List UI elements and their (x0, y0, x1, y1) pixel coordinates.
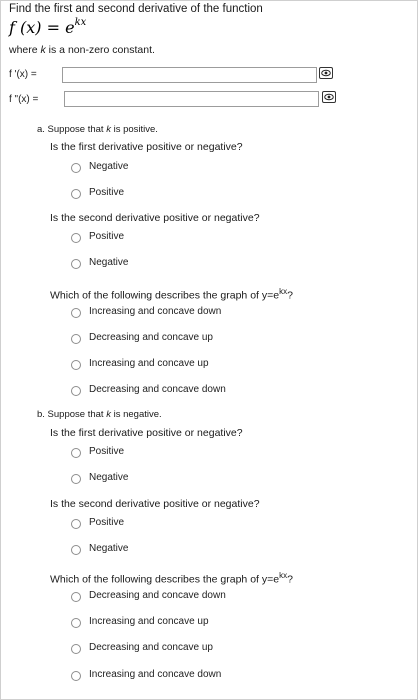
part-a-q1-option-label[interactable]: Positive (89, 187, 125, 198)
part-b-q3-option-label[interactable]: Decreasing and concave up (89, 642, 213, 653)
part-b-q1-option-label[interactable]: Negative (89, 472, 129, 483)
part-b-q3-option-radio[interactable] (71, 592, 81, 602)
constant-note-var: k (40, 44, 46, 56)
part-a-q3-exponent: kx (279, 287, 288, 296)
part-b-q1-text: Is the first derivative positive or negative? (50, 427, 243, 439)
function-formula (9, 18, 86, 37)
part-a-q2-option-label[interactable]: Negative (89, 257, 129, 268)
part-b-q3-option-radio[interactable] (71, 671, 81, 681)
part-b-q1-option-radio[interactable] (71, 474, 81, 484)
part-b-q1-option-label[interactable]: Positive (89, 446, 125, 457)
part-b-q1-option-radio[interactable] (71, 448, 81, 458)
part-a-suffix: is positive. (110, 124, 158, 135)
function-lhs: f (x) = e (9, 18, 75, 37)
part-b-q3-option-label[interactable]: Decreasing and concave down (89, 590, 226, 601)
second-derivative-input[interactable] (64, 91, 319, 107)
part-b-q3-suffix: ? (287, 573, 293, 586)
part-a-q1-option-radio[interactable] (71, 163, 81, 173)
part-b-heading (37, 409, 162, 420)
constant-note-prefix: where (9, 44, 41, 56)
part-a-q3-prefix: Which of the following describes the graph of y=e (50, 289, 280, 302)
second-preview-button[interactable] (322, 91, 336, 103)
function-exponent: kx (74, 16, 87, 28)
part-b-q3-option-radio[interactable] (71, 618, 81, 628)
eye-icon (324, 93, 334, 101)
part-b-q2-option-label[interactable]: Positive (89, 517, 125, 528)
part-b-q3-prefix: Which of the following describes the graph of y=e (50, 573, 280, 586)
part-a-var: k (106, 124, 111, 135)
part-a-q2-option-radio[interactable] (71, 259, 81, 269)
part-b-prefix: b. Suppose that (37, 409, 107, 420)
part-b-q2-text: Is the second derivative positive or negative? (50, 498, 260, 510)
part-a-heading (37, 124, 158, 135)
first-preview-button[interactable] (319, 67, 333, 79)
second-derivative-label: f "(x) = (9, 94, 39, 105)
first-derivative-input[interactable] (62, 67, 317, 83)
constant-note-suffix: is a non-zero constant. (45, 44, 155, 56)
part-a-q2-option-label[interactable]: Positive (89, 231, 125, 242)
part-a-prefix: a. Suppose that (37, 124, 107, 135)
part-a-q3-option-radio[interactable] (71, 308, 81, 318)
part-a-q3-text (50, 287, 293, 302)
part-a-q3-suffix: ? (287, 289, 293, 302)
part-a-q3-option-label[interactable]: Increasing and concave up (89, 358, 209, 369)
part-b-q3-option-label[interactable]: Increasing and concave down (89, 669, 222, 680)
part-a-q3-option-radio[interactable] (71, 334, 81, 344)
part-b-q3-exponent: kx (279, 571, 288, 580)
part-a-q2-option-radio[interactable] (71, 233, 81, 243)
part-b-suffix: is negative. (110, 409, 162, 420)
constant-note (9, 44, 155, 56)
part-a-q3-option-label[interactable]: Decreasing and concave down (89, 384, 226, 395)
part-a-q1-option-radio[interactable] (71, 189, 81, 199)
part-a-q1-text: Is the first derivative positive or negative? (50, 141, 243, 153)
first-derivative-label: f '(x) = (9, 69, 37, 80)
part-a-q3-option-label[interactable]: Increasing and concave down (89, 306, 222, 317)
part-b-q3-text (50, 571, 293, 586)
part-b-q2-option-radio[interactable] (71, 545, 81, 555)
part-b-q2-option-radio[interactable] (71, 519, 81, 529)
part-b-var: k (106, 409, 111, 420)
part-a-q3-option-label[interactable]: Decreasing and concave up (89, 332, 213, 343)
part-a-q3-option-radio[interactable] (71, 386, 81, 396)
part-a-q1-option-label[interactable]: Negative (89, 161, 129, 172)
eye-icon (321, 69, 331, 77)
part-a-q3-option-radio[interactable] (71, 360, 81, 370)
part-b-q2-option-label[interactable]: Negative (89, 543, 129, 554)
part-a-q2-text: Is the second derivative positive or negative? (50, 212, 260, 224)
part-b-q3-option-radio[interactable] (71, 644, 81, 654)
instruction-text: Find the first and second derivative of the function (9, 3, 263, 15)
part-b-q3-option-label[interactable]: Increasing and concave up (89, 616, 209, 627)
